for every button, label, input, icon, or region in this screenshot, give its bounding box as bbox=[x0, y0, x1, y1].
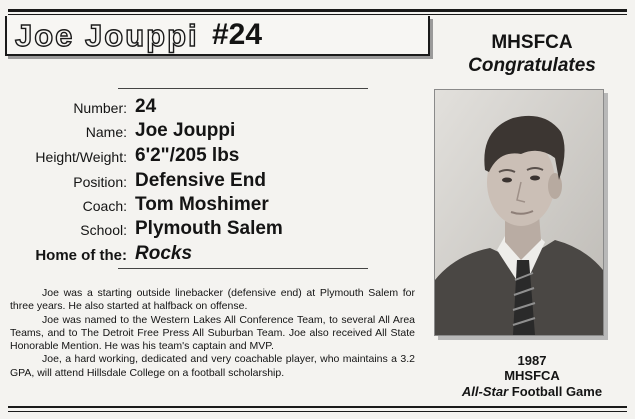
game-year: 1987 bbox=[517, 353, 547, 368]
profile-row-home-of-the bbox=[0, 243, 193, 265]
bio-paragraph: Joe was a starting outside linebacker (defensive end) at Plymouth Salem for three years. He also started at halfback on offense. bbox=[10, 287, 415, 313]
profile-row-number bbox=[0, 96, 157, 118]
profile-label: Name: bbox=[85, 124, 127, 140]
profile-row-coach bbox=[0, 194, 269, 216]
profile-label: Position: bbox=[73, 174, 127, 190]
profile-value: Rocks bbox=[135, 243, 193, 264]
profile-row-name bbox=[0, 120, 236, 142]
profile-divider-top bbox=[118, 88, 368, 89]
profile-label: School: bbox=[80, 222, 127, 238]
title-box bbox=[5, 16, 430, 56]
profile-value: Tom Moshimer bbox=[135, 194, 269, 215]
profile-label: Coach: bbox=[82, 198, 127, 214]
profile-value: 6'2"/205 lbs bbox=[135, 145, 240, 166]
player-photo bbox=[434, 89, 604, 336]
profile-label: Home of the: bbox=[35, 247, 127, 264]
profile-value: Plymouth Salem bbox=[135, 218, 283, 239]
game-organization: MHSFCA bbox=[504, 368, 560, 383]
profile-row-height-weight bbox=[0, 145, 240, 167]
organization-name: MHSFCA bbox=[491, 32, 573, 53]
profile-label: Height/Weight: bbox=[35, 149, 127, 165]
profile-row-position bbox=[0, 170, 266, 192]
profile-divider-bottom bbox=[118, 268, 368, 269]
bio-paragraph: Joe, a hard working, dedicated and very coachable player, who maintains a 3.2 GPA, will attend Hillsdale College on a football scholarship. bbox=[10, 353, 415, 379]
football-game-label: Football Game bbox=[511, 384, 603, 399]
jersey-number-title: #24 bbox=[212, 18, 263, 51]
bio-paragraph: Joe was named to the Western Lakes All Conference Team, to several All Area Teams, and to The Detroit Free Press All Suburban Team. Joe also received All State Honorable Mention. He was his team's captain and MVP. bbox=[10, 313, 415, 353]
player-name-title: Joe Jouppi bbox=[15, 18, 199, 53]
top-rule-thin bbox=[8, 14, 627, 15]
bottom-rule bbox=[8, 406, 627, 408]
all-star-label: All-Star bbox=[461, 384, 509, 399]
bottom-rule-thin bbox=[8, 411, 627, 412]
congratulates-text: Congratulates bbox=[468, 55, 596, 76]
profile-row-school bbox=[0, 218, 283, 240]
portrait-illustration bbox=[435, 90, 603, 335]
profile-value: Joe Jouppi bbox=[135, 120, 236, 141]
profile-value: Defensive End bbox=[135, 170, 266, 191]
game-title bbox=[432, 384, 632, 399]
biography bbox=[10, 287, 415, 380]
profile-value: 24 bbox=[135, 96, 157, 117]
profile-label: Number: bbox=[73, 100, 127, 116]
top-rule bbox=[8, 9, 627, 12]
